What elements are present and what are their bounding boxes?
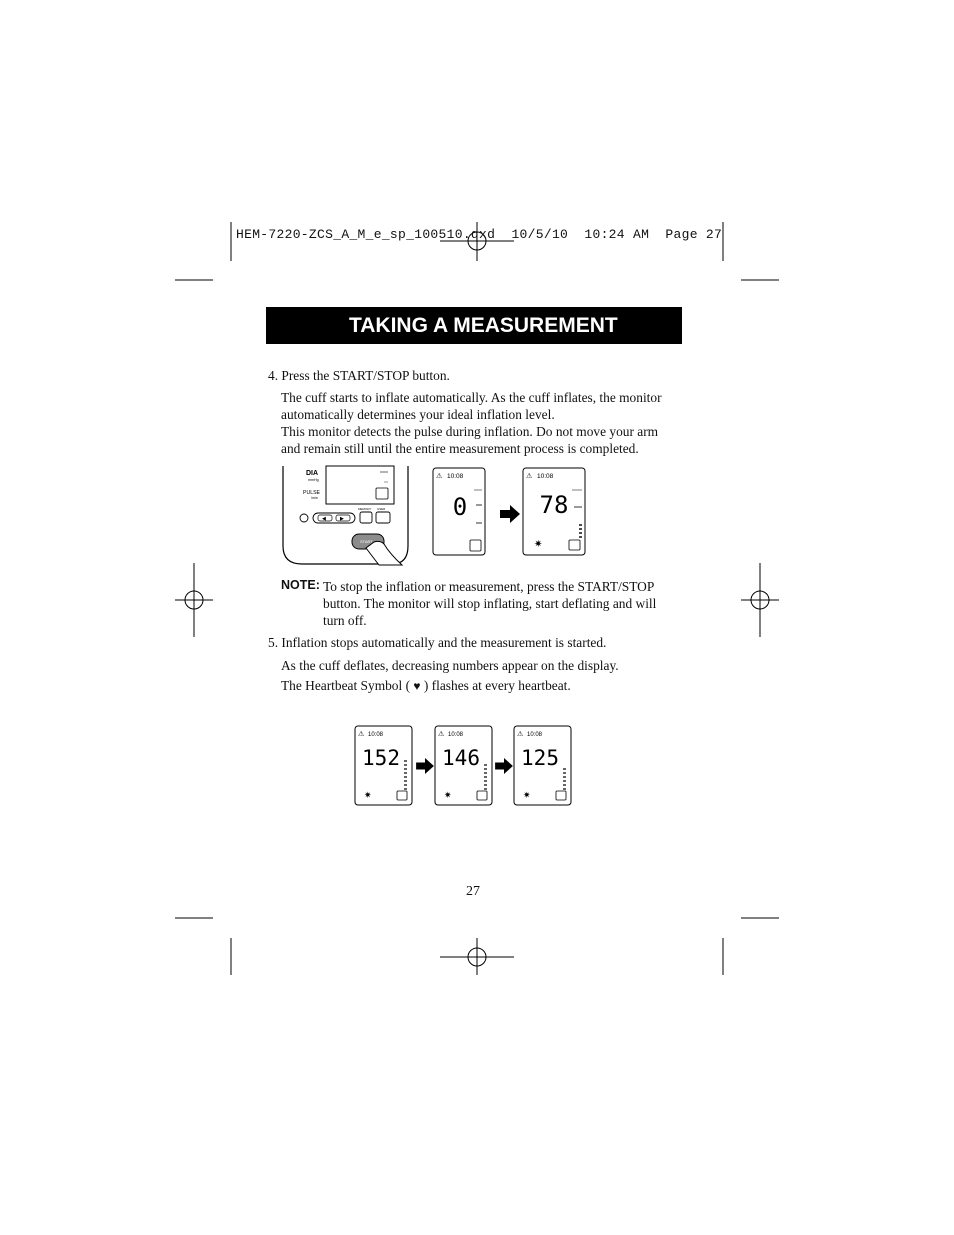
- step4-paragraph: [281, 389, 701, 457]
- note-line: To stop the inflation or measurement, press the START/STOP: [323, 579, 655, 594]
- step5-line-a: As the cuff deflates, decreasing numbers appear on the display.: [281, 658, 619, 673]
- arrow-right-icon: [500, 505, 520, 523]
- left-arrow-icon: ◀: [322, 516, 326, 522]
- gear-icon[interactable]: [300, 514, 308, 522]
- lcd-panel-4: [513, 725, 573, 807]
- slug-file: HEM-7220-ZCS_A_M_e_sp_100510.qxd: [236, 227, 496, 242]
- svg-text:⚠: ⚠: [358, 731, 365, 738]
- memory-button[interactable]: [360, 512, 372, 523]
- step5-line-b-pre: The Heartbeat Symbol (: [281, 678, 411, 693]
- svg-text:⚠: ⚠: [517, 731, 524, 738]
- lcd-time: 10:08: [537, 473, 554, 480]
- slug-date: 10/5/10: [511, 227, 569, 242]
- svg-text:⚠: ⚠: [438, 731, 445, 738]
- dia-label: DIA: [306, 470, 319, 477]
- heartbeat-icon: ✷: [534, 539, 543, 550]
- heartbeat-icon: ✷: [444, 790, 452, 800]
- lcd-value: 152: [362, 746, 400, 770]
- slug-line: [236, 227, 722, 242]
- step4-instruction: 4. Press the START/STOP button.: [268, 368, 450, 383]
- memory-label: MEMORY: [358, 507, 372, 511]
- heart-symbol-icon: ♥: [413, 679, 421, 693]
- arrow-right-icon: [495, 758, 513, 774]
- note-text: [323, 578, 693, 629]
- step4-line: This monitor detects the pulse during inflation. Do not move your arm: [281, 424, 659, 439]
- svg-text:⚠: ⚠: [436, 473, 443, 480]
- lcd-panel-3: [434, 725, 494, 807]
- heartbeat-icon: ✷: [364, 790, 372, 800]
- lcd-time: 10:08: [527, 732, 543, 738]
- user-label: USER: [377, 507, 386, 511]
- note-label: NOTE:: [281, 578, 320, 592]
- finger-illustration: [366, 541, 402, 565]
- note-line: turn off.: [323, 613, 367, 628]
- slug-page: Page 27: [665, 227, 723, 242]
- lcd-value: 78: [539, 491, 569, 519]
- step4-line: automatically determines your ideal inflation level.: [281, 407, 555, 422]
- start-label: START: [360, 539, 373, 544]
- step4-line: and remain still until the entire measurement process is completed.: [281, 441, 639, 456]
- user-button[interactable]: [376, 512, 390, 523]
- lcd-panel-2: [354, 725, 414, 807]
- step4-line: The cuff starts to inflate automatically. As the cuff inflates, the monitor: [281, 390, 662, 405]
- section-title: TAKING A MEASUREMENT: [266, 307, 682, 344]
- lcd-value: 0: [452, 493, 468, 521]
- note-line: button. The monitor will stop inflating, start deflating and will: [323, 596, 657, 611]
- lcd-time: 10:08: [368, 732, 384, 738]
- lcd-time: 10:08: [448, 732, 464, 738]
- device-illustration: [280, 464, 410, 567]
- slug-time: 10:24 AM: [584, 227, 650, 242]
- dia-unit: mmHg: [308, 478, 319, 482]
- step5-line-b: [281, 677, 571, 695]
- svg-text:⚠: ⚠: [526, 473, 533, 480]
- step5-line-b-post: ) flashes at every heartbeat.: [423, 678, 571, 693]
- lcd-time: 10:08: [447, 473, 464, 480]
- arrow-buttons[interactable]: [313, 513, 355, 523]
- pulse-label: PULSE: [303, 490, 321, 496]
- heartbeat-icon: ✷: [523, 790, 531, 800]
- page-number: 27: [466, 884, 480, 899]
- step5-instruction: 5. Inflation stops automatically and the measurement is started.: [268, 635, 607, 650]
- pulse-unit: /min: [311, 496, 318, 500]
- lcd-value: 146: [442, 746, 480, 770]
- lcd-value: 125: [521, 746, 559, 770]
- lcd-panel-0: [432, 467, 486, 557]
- arrow-right-icon: [416, 758, 434, 774]
- right-arrow-icon: ▶: [340, 516, 344, 522]
- lcd-panel-1: [522, 467, 586, 557]
